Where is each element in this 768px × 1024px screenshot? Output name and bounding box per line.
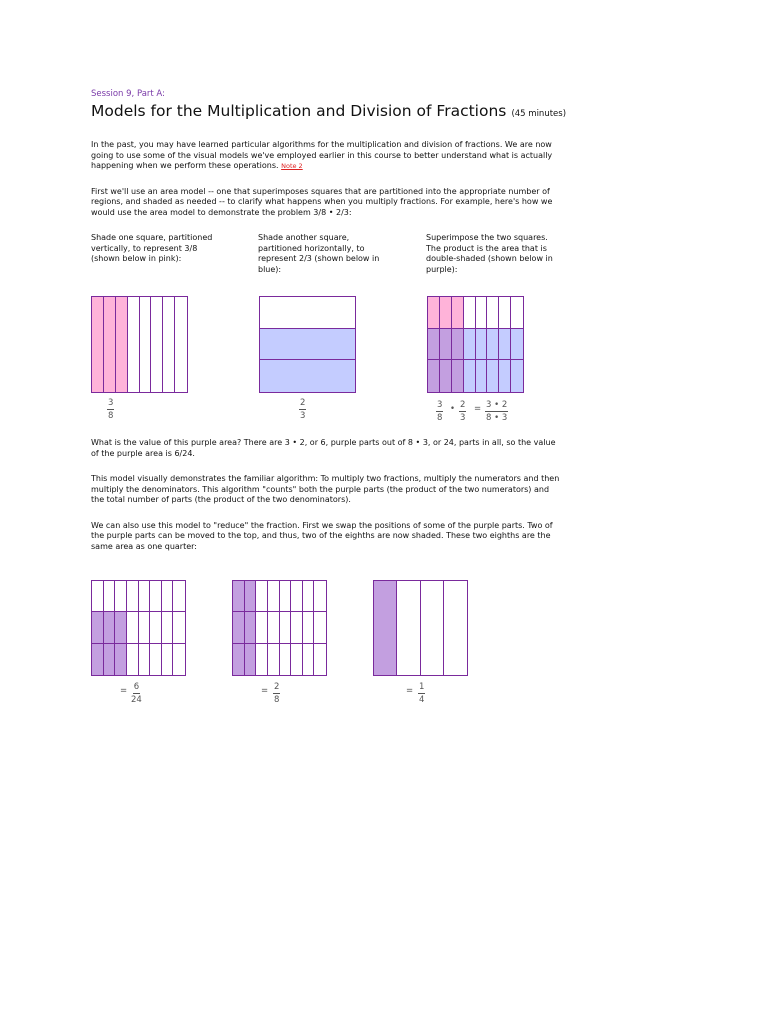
fraction-denominator: 3 bbox=[300, 411, 306, 421]
grid-cell bbox=[104, 581, 116, 612]
grid-cell bbox=[476, 329, 488, 361]
reduce-model-2 bbox=[232, 580, 327, 676]
grid-cell bbox=[303, 644, 315, 675]
blue-area-model bbox=[259, 296, 356, 393]
fraction-numerator: 6 bbox=[133, 682, 140, 692]
grid-cell bbox=[162, 612, 174, 643]
grid-cell bbox=[233, 581, 245, 612]
fraction-1-4 bbox=[418, 682, 425, 705]
grid-cell bbox=[127, 644, 139, 675]
grid-cell bbox=[92, 644, 104, 675]
grid-cell bbox=[314, 581, 326, 612]
grid-cell bbox=[268, 644, 280, 675]
grid-cell bbox=[440, 297, 452, 329]
grid-cell bbox=[115, 644, 127, 675]
step-columns bbox=[91, 233, 561, 293]
grid-cell bbox=[464, 360, 476, 392]
grid-cell bbox=[291, 581, 303, 612]
fraction-denominator: 8 bbox=[108, 411, 114, 421]
lower-content bbox=[91, 438, 561, 567]
grid-cell bbox=[499, 297, 511, 329]
grid-cell bbox=[139, 644, 151, 675]
grid-cell bbox=[162, 581, 174, 612]
grid-cell bbox=[291, 612, 303, 643]
grid-cell bbox=[245, 612, 257, 643]
note-link[interactable]: Note 2 bbox=[281, 162, 303, 170]
grid-cell bbox=[104, 297, 116, 392]
fraction-numerator: 3 • 2 bbox=[486, 400, 508, 410]
grid-cell bbox=[128, 297, 140, 392]
fraction-pink bbox=[107, 398, 114, 421]
grid-cell bbox=[428, 329, 440, 361]
grid-cell bbox=[173, 581, 185, 612]
grid-cell bbox=[440, 329, 452, 361]
grid-cell bbox=[452, 297, 464, 329]
step-1-text: Shade one square, partitioned vertically, to represent 3/8 (shown below in pink): bbox=[91, 233, 213, 263]
pink-area-model bbox=[91, 296, 188, 393]
page-title: Models for the Multiplication and Division of Fractions bbox=[91, 102, 507, 120]
grid-cell bbox=[464, 297, 476, 329]
session-label: Session 9, Part A: bbox=[91, 89, 165, 99]
grid-cell bbox=[303, 581, 315, 612]
grid-cell bbox=[314, 612, 326, 643]
fraction-denominator: 24 bbox=[131, 695, 142, 705]
grid-cell bbox=[280, 644, 292, 675]
fraction-blue bbox=[299, 398, 306, 421]
intro-paragraph bbox=[91, 140, 561, 172]
grid-cell bbox=[476, 360, 488, 392]
grid-cell bbox=[303, 612, 315, 643]
area-intro-paragraph: First we'll use an area model -- one that superimposes squares that are partitioned into the appropriate number of regions, and shaded as needed -- to clarify what happens when you multiply fractions. For example, here's how we would use the area model to demonstrate the problem 3/8 • 2/3: bbox=[91, 186, 553, 217]
grid-cell bbox=[256, 612, 268, 643]
grid-cell bbox=[162, 644, 174, 675]
grid-cell bbox=[314, 644, 326, 675]
grid-cell bbox=[150, 612, 162, 643]
fraction-b bbox=[459, 400, 466, 423]
fraction-numerator: 3 bbox=[108, 398, 114, 408]
grid-cell bbox=[280, 581, 292, 612]
grid-cell bbox=[233, 644, 245, 675]
grid-cell bbox=[487, 360, 499, 392]
grid-cell bbox=[374, 581, 397, 675]
grid-cell bbox=[116, 297, 128, 392]
grid-cell bbox=[245, 644, 257, 675]
fraction-2-8 bbox=[273, 682, 280, 705]
grid-cell bbox=[291, 644, 303, 675]
grid-cell bbox=[104, 644, 116, 675]
fraction-c bbox=[485, 400, 508, 423]
grid-cell bbox=[173, 644, 185, 675]
grid-cell bbox=[92, 612, 104, 643]
grid-cell bbox=[115, 612, 127, 643]
grid-cell bbox=[511, 297, 523, 329]
purple-area-model bbox=[427, 296, 524, 393]
fraction-numerator: 3 bbox=[437, 400, 443, 410]
duration-label: (45 minutes) bbox=[511, 109, 567, 119]
grid-cell bbox=[428, 360, 440, 392]
grid-cell bbox=[151, 297, 163, 392]
reduce-model-3 bbox=[373, 580, 468, 676]
grid-cell bbox=[260, 297, 355, 329]
grid-cell bbox=[487, 297, 499, 329]
fraction-denominator: 8 bbox=[437, 413, 443, 423]
equals-sign: = bbox=[261, 686, 269, 696]
grid-cell bbox=[139, 581, 151, 612]
grid-cell bbox=[150, 644, 162, 675]
grid-cell bbox=[233, 612, 245, 643]
fraction-numerator: 1 bbox=[419, 682, 425, 692]
grid-cell bbox=[476, 297, 488, 329]
fraction-denominator: 3 bbox=[460, 413, 466, 423]
fraction-numerator: 2 bbox=[300, 398, 306, 408]
grid-cell bbox=[104, 612, 116, 643]
grid-cell bbox=[127, 612, 139, 643]
reduce-model-1 bbox=[91, 580, 186, 676]
grid-cell bbox=[428, 297, 440, 329]
grid-cell bbox=[511, 329, 523, 361]
grid-cell bbox=[511, 360, 523, 392]
grid-cell bbox=[464, 329, 476, 361]
grid-cell bbox=[260, 329, 355, 361]
intro-text: In the past, you may have learned particular algorithms for the multiplication and division of fractions. We are now going to use some of the visual models we've employed earlier in this course to better understand what is actually happening when we perform these operations. bbox=[91, 140, 553, 170]
grid-cell bbox=[92, 581, 104, 612]
grid-cell bbox=[245, 581, 257, 612]
grid-cell bbox=[173, 612, 185, 643]
grid-cell bbox=[115, 581, 127, 612]
grid-cell bbox=[280, 612, 292, 643]
title-row bbox=[91, 101, 567, 120]
grid-cell bbox=[499, 329, 511, 361]
fraction-numerator: 2 bbox=[274, 682, 280, 692]
grid-cell bbox=[499, 360, 511, 392]
grid-cell bbox=[92, 297, 104, 392]
fraction-denominator: 4 bbox=[419, 695, 425, 705]
reduce-paragraph: We can also use this model to "reduce" the fraction. First we swap the positions of some of the purple parts. Two of the purple parts can be moved to the top, and thus, two of the eighths are now shaded. These two eighths are the same area as one quarter: bbox=[91, 520, 553, 551]
grid-cell bbox=[487, 329, 499, 361]
grid-cell bbox=[256, 581, 268, 612]
fraction-denominator: 8 bbox=[274, 695, 280, 705]
grid-cell bbox=[260, 360, 355, 392]
grid-cell bbox=[150, 581, 162, 612]
fraction-a bbox=[436, 400, 443, 423]
grid-cell bbox=[163, 297, 175, 392]
step-2-text: Shade another square, partitioned horizontally, to represent 2/3 (shown below in blue): bbox=[258, 233, 380, 274]
grid-cell bbox=[440, 360, 452, 392]
grid-cell bbox=[127, 581, 139, 612]
times-sign: • bbox=[450, 404, 456, 414]
grid-cell bbox=[140, 297, 152, 392]
page-content bbox=[91, 89, 567, 293]
fraction-denominator: 8 • 3 bbox=[486, 413, 508, 423]
grid-cell bbox=[139, 612, 151, 643]
grid-cell bbox=[256, 644, 268, 675]
equals-sign: = bbox=[474, 404, 482, 414]
equals-sign: = bbox=[120, 686, 128, 696]
grid-cell bbox=[268, 581, 280, 612]
grid-cell bbox=[452, 360, 464, 392]
step-3-text: Superimpose the two squares. The product is the area that is double-shaded (shown below in purple): bbox=[426, 233, 553, 274]
algorithm-paragraph: This model visually demonstrates the familiar algorithm: To multiply two fractions, multiply the numerators and then multiply the denominators. This algorithm "counts" both the purple parts (the product of the two numerators) and the total number of parts (the product of the two denominators). bbox=[91, 474, 560, 504]
grid-cell bbox=[421, 581, 444, 675]
equals-sign: = bbox=[406, 686, 414, 696]
grid-cell bbox=[444, 581, 467, 675]
value-paragraph: What is the value of this purple area? There are 3 • 2, or 6, purple parts out of 8 • 3, or 24, parts in all, so the value of the purple area is 6/24. bbox=[91, 438, 556, 458]
grid-cell bbox=[175, 297, 187, 392]
fraction-numerator: 2 bbox=[460, 400, 466, 410]
grid-cell bbox=[397, 581, 420, 675]
grid-cell bbox=[452, 329, 464, 361]
grid-cell bbox=[268, 612, 280, 643]
fraction-6-24 bbox=[131, 682, 142, 705]
